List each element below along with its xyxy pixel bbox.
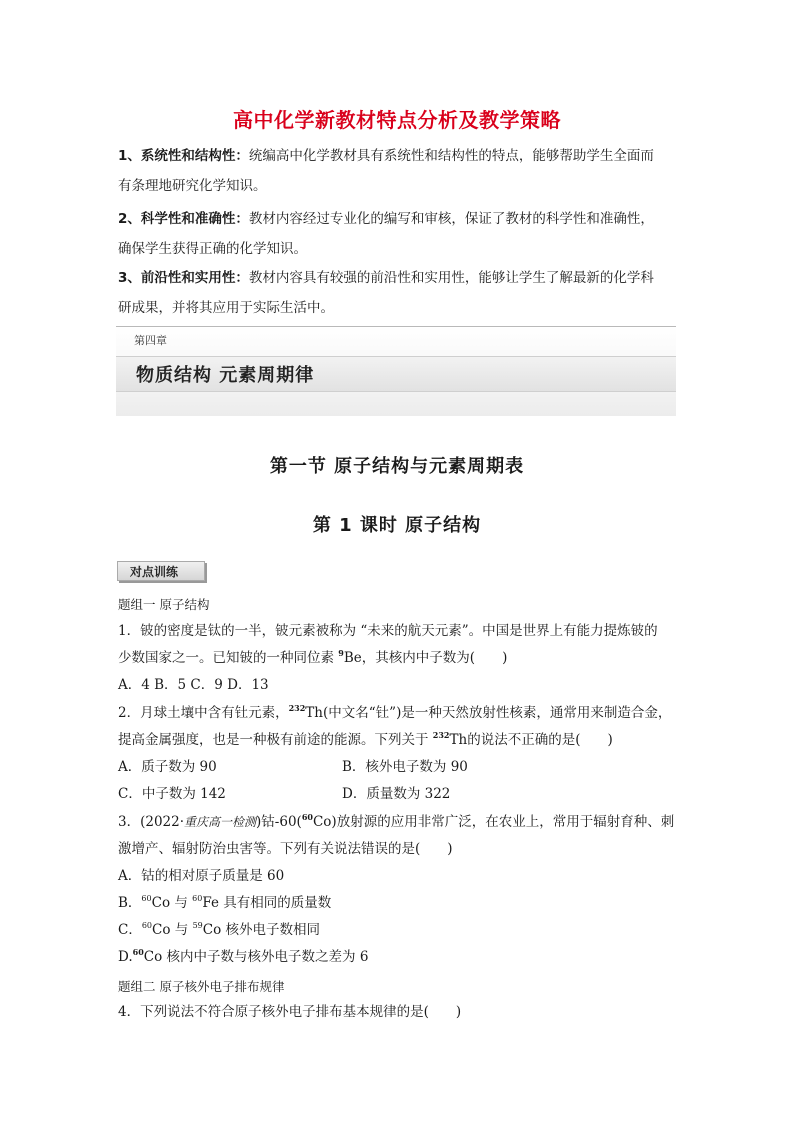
question-line: 1．铍的密度是钛的一半，铍元素被称为 “未来的航天元素”。中国是世界上有能力提炼铍的 [118, 623, 658, 639]
question-line: 提高金属强度，也是一种极有前途的能源。下列关于 $^{232}$Th的说法不正确的是( ) [118, 730, 613, 748]
point-text: 教材内容具有较强的前沿性和实用性，能够让学生了解最新的化学科 [248, 270, 654, 286]
question-line: 少数国家之一。已知铍的一种同位素 $^9$Be，其核内中子数为( ) [118, 648, 508, 666]
section-title: 第一节 原子结构与元素周期表 [269, 456, 525, 477]
practice-tag: 对点训练 [117, 561, 205, 581]
intro-point-1 [118, 141, 678, 201]
group-heading-2: 题组二 原子核外电子排布规律 [118, 979, 285, 994]
option-d: D.$^{60}$Co 核内中子数与核外电子数之差为 6 [118, 947, 369, 965]
point-lead: 1、系统性和结构性： [118, 148, 249, 164]
intro-point-3 [118, 263, 678, 323]
option-row [118, 781, 683, 808]
point-text-cont: 研成果，并将其应用于实际生活中。 [118, 300, 334, 316]
question-options: A．4 B．5 C．9 D．13 [118, 677, 269, 693]
document-title: 高中化学新教材特点分析及教学策略 [233, 108, 561, 132]
question-line: 激增产、辐射防治虫害等。下列有关说法错误的是( ) [118, 841, 453, 857]
option-a: A．质子数为 90 [118, 759, 217, 775]
chapter-label: 第四章 [134, 334, 167, 347]
intro-point-2 [118, 204, 678, 264]
chapter-title: 物质结构 元素周期律 [136, 365, 315, 386]
point-text-cont: 确保学生获得正确的化学知识。 [118, 241, 307, 257]
option-row [118, 754, 683, 781]
group-heading-1: 题组一 原子结构 [118, 597, 210, 612]
point-text-cont: 有条理地研究化学知识。 [118, 178, 267, 194]
option-c: C．中子数为 142 [118, 786, 226, 802]
isotope-mass: 232 [288, 703, 306, 713]
option-d: D．质量数为 322 [342, 786, 451, 802]
question-3 [118, 809, 683, 971]
option-a: A．钴的相对原子质量是 60 [118, 868, 285, 884]
option-b: B．$^{60}$Co 与 $^{60}$Fe 具有相同的质量数 [118, 894, 332, 911]
point-text: 教材内容经过专业化的编写和审核，保证了教材的科学性和准确性， [248, 211, 654, 227]
option-b: B．核外电子数为 90 [342, 759, 468, 775]
point-lead: 2、科学性和准确性： [118, 211, 249, 227]
question-2 [118, 700, 683, 808]
question-line: 2．月球土壤中含有钍元素，$^{232}$Th(中文名“钍”)是一种天然放射性核素，通常用来制造合金， [118, 703, 672, 721]
lesson-title: 第 1 课时 原子结构 [312, 515, 482, 536]
question-1 [118, 618, 683, 699]
isotope-mass: 9 [338, 648, 344, 658]
question-4: 4．下列说法不符合原子核外电子排布基本规律的是( ) [118, 1004, 462, 1020]
source-note: 重庆高一检测 [184, 815, 257, 829]
chapter-banner [116, 326, 676, 416]
question-line: 3．(2022·重庆高一检测)钴-60($^{60}$Co)放射源的应用非常广泛，在农业上，常用于辐射育种、刺 [118, 812, 675, 830]
point-lead: 3、前沿性和实用性： [118, 270, 249, 286]
point-text: 统编高中化学教材具有系统性和结构性的特点，能够帮助学生全面而 [248, 148, 654, 164]
option-c: C．$^{60}$Co 与 $^{59}$Co 核外电子数相同 [118, 921, 321, 938]
